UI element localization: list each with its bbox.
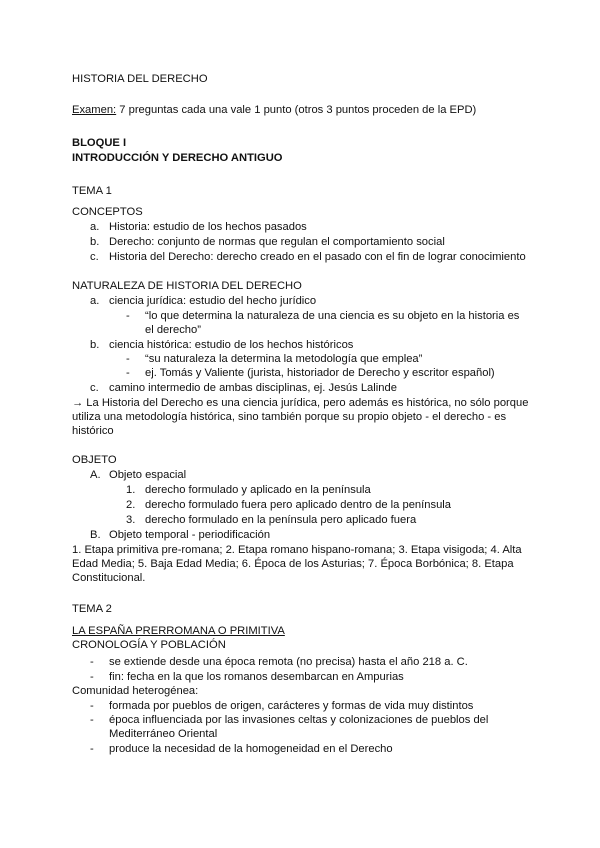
comunidad-item-3: produce la necesidad de la homogeneidad en el Derecho	[109, 743, 393, 755]
crono-item-1: se extiende desde una época remota (no precisa) hasta el año 218 a. C.	[109, 656, 468, 668]
conceptos-heading: CONCEPTOS	[72, 206, 143, 218]
comunidad-item-2: época influenciada por las invasiones celtas y colonizaciones de pueblos del	[109, 714, 489, 726]
exam-line	[72, 103, 476, 117]
dash-marker: -	[90, 743, 94, 755]
exam-text: 7 preguntas cada una vale 1 punto (otros 3 puntos proceden de la EPD)	[116, 104, 477, 116]
tema2-section-title: LA ESPAÑA PRERROMANA O PRIMITIVA	[72, 625, 285, 637]
objeto-A-1-marker: 1.	[126, 484, 136, 496]
exam-label: Examen:	[72, 104, 117, 116]
naturaleza-c-marker: c.	[90, 382, 99, 394]
naturaleza-a-text: ciencia jurídica: estudio del hecho jurídico	[109, 295, 317, 307]
dash-marker: -	[126, 367, 130, 379]
crono-item-2: fin: fecha en la que los romanos desembarcan en Ampurias	[109, 671, 404, 683]
objeto-A-1-text: derecho formulado y aplicado en la península	[145, 484, 371, 496]
dash-marker: -	[126, 310, 130, 322]
naturaleza-b-marker: b.	[90, 339, 100, 351]
dash-marker: -	[90, 700, 94, 712]
naturaleza-a-marker: a.	[90, 295, 100, 307]
conclusion-line3: histórico	[72, 425, 114, 437]
conceptos-c-marker: c.	[90, 251, 99, 263]
naturaleza-b-text: ciencia histórica: estudio de los hechos históricos	[109, 339, 354, 351]
conceptos-a-text: Historia: estudio de los hechos pasados	[109, 221, 307, 233]
conclusion-line2: utiliza una metodología histórica, sino también porque su propio objeto - el derecho - es	[72, 411, 507, 423]
dash-marker: -	[126, 353, 130, 365]
naturaleza-b-sub-2: ej. Tomás y Valiente (jurista, historiador de Derecho y escritor español)	[145, 367, 495, 379]
objeto-A-2-marker: 2.	[126, 499, 136, 511]
naturaleza-c-text: camino intermedio de ambas disciplinas, ej. Jesús Lalinde	[109, 382, 397, 394]
comunidad-item-2-cont: Mediterráneo Oriental	[109, 728, 218, 740]
comunidad-heading: Comunidad heterogénea:	[72, 685, 199, 697]
crono-heading: CRONOLOGÍA Y POBLACIÓN	[72, 639, 226, 651]
block-subtitle: INTRODUCCIÓN Y DERECHO ANTIGUO	[72, 152, 283, 164]
conclusion-line1: → La Historia del Derecho es una ciencia jurídica, pero además es histórica, no sólo porque	[72, 397, 529, 409]
document-title: HISTORIA DEL DERECHO	[72, 73, 208, 85]
objeto-B-text: Objeto temporal - periodificación	[109, 529, 271, 541]
naturaleza-heading: NATURALEZA DE HISTORIA DEL DERECHO	[72, 280, 302, 292]
naturaleza-a-sub-line2: el derecho”	[145, 324, 201, 336]
objeto-A-3-marker: 3.	[126, 514, 136, 526]
dash-marker: -	[90, 656, 94, 668]
objeto-B-marker: B.	[90, 529, 101, 541]
objeto-heading: OBJETO	[72, 454, 117, 466]
objeto-A-3-text: derecho formulado en la península pero aplicado fuera	[145, 514, 417, 526]
objeto-A-2-text: derecho formulado fuera pero aplicado dentro de la península	[145, 499, 452, 511]
objeto-A-marker: A.	[90, 469, 101, 481]
naturaleza-a-sub-line1: “lo que determina la naturaleza de una ciencia es su objeto en la historia es	[145, 310, 520, 322]
naturaleza-b-sub-1: “su naturaleza la determina la metodología que emplea”	[145, 353, 423, 365]
dash-marker: -	[90, 714, 94, 726]
block-title: BLOQUE I	[72, 137, 127, 149]
conceptos-b-marker: b.	[90, 236, 100, 248]
etapas-line2: Edad Media; 5. Baja Edad Media; 6. Época de los Asturias; 7. Época Borbónica; 8. Etapa	[72, 558, 514, 570]
etapas-line1: 1. Etapa primitiva pre-romana; 2. Etapa romano hispano-romana; 3. Etapa visigoda; 4. Alta	[72, 544, 522, 556]
tema2-heading: TEMA 2	[72, 603, 112, 615]
etapas-line3: Constitucional.	[72, 572, 146, 584]
objeto-A-text: Objeto espacial	[109, 469, 187, 481]
comunidad-item-1: formada por pueblos de origen, carácteres y formas de vida muy distintos	[109, 700, 474, 712]
conceptos-a-marker: a.	[90, 221, 100, 233]
conceptos-c-text: Historia del Derecho: derecho creado en el pasado con el fin de lograr conocimiento	[109, 251, 526, 263]
dash-marker: -	[90, 671, 94, 683]
tema1-heading: TEMA 1	[72, 185, 112, 197]
conceptos-b-text: Derecho: conjunto de normas que regulan el comportamiento social	[109, 236, 445, 248]
